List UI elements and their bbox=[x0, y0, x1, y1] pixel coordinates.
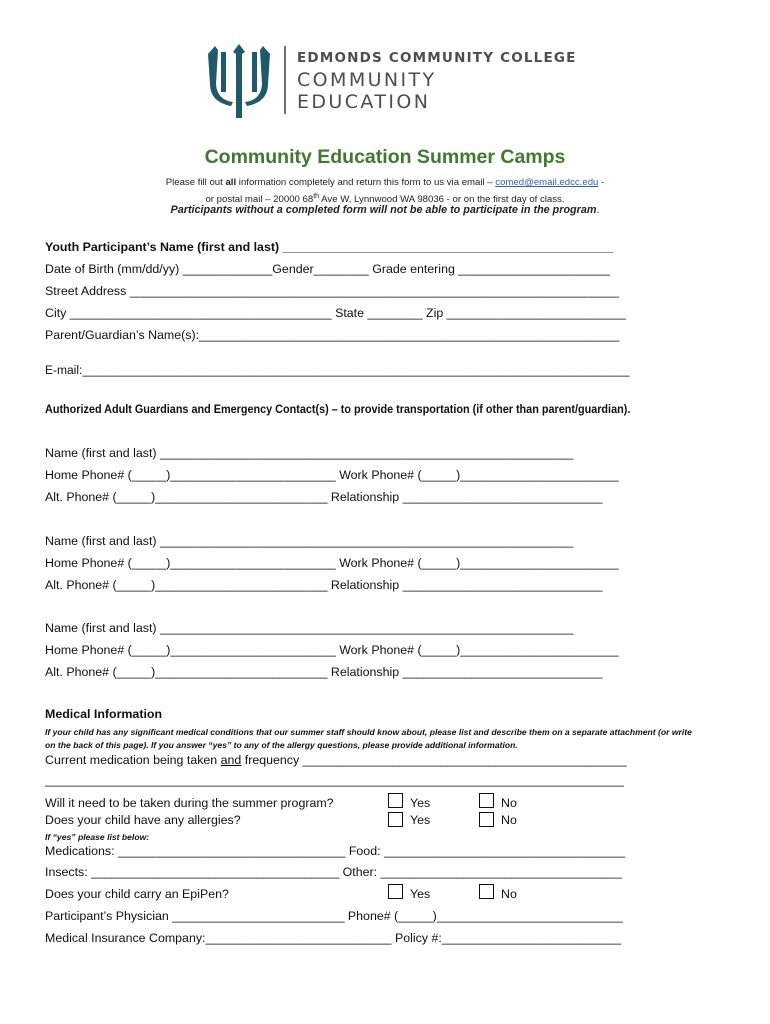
current-medication-field[interactable] bbox=[45, 753, 627, 767]
epipen-yes-checkbox[interactable] bbox=[388, 884, 403, 899]
medical-note bbox=[45, 726, 735, 752]
summer-yes-label: Yes bbox=[410, 796, 431, 810]
allergies-no-checkbox[interactable] bbox=[479, 812, 494, 827]
email-link[interactable]: comed@email.edcc.edu bbox=[495, 177, 599, 188]
college-wordmark bbox=[297, 50, 577, 113]
if-yes-note: If “yes” please list below: bbox=[45, 832, 150, 842]
medical-heading: Medical Information bbox=[45, 707, 163, 721]
summer-no-checkbox[interactable] bbox=[479, 793, 494, 808]
allergies-yes-label: Yes bbox=[410, 813, 431, 827]
intro-all: all bbox=[225, 177, 237, 188]
dob-gender-grade-field[interactable]: Date of Birth (mm/dd/yy) _____________Gender________ Grade entering ______________________ bbox=[45, 262, 610, 276]
intro-post: - bbox=[598, 177, 605, 188]
wordmark-education: EDUCATION bbox=[297, 91, 431, 113]
contact1-name-field[interactable]: Name (first and last) ____________________________________________________________ bbox=[45, 446, 574, 460]
epipen-no-label: No bbox=[501, 887, 517, 901]
contacts-heading: Authorized Adult Guardians and Emergency Contact(s) – to provide transportation (if other than parent/guardian). bbox=[45, 402, 631, 416]
contact3-alt-field[interactable]: Alt. Phone# (_____)_________________________ Relationship _____________________________ bbox=[45, 665, 603, 679]
contact2-phone-field[interactable]: Home Phone# (_____)________________________ Work Phone# (_____)_______________________ bbox=[45, 556, 619, 570]
intro-mid: information completely and return this form to us via email – bbox=[236, 177, 496, 188]
insurance-field[interactable]: Medical Insurance Company:___________________________ Policy #:__________________________ bbox=[45, 931, 621, 945]
intro-address-sup: th bbox=[313, 193, 320, 200]
intro-address-pre: or postal mail – 20000 68 bbox=[205, 194, 314, 206]
wordmark-community: COMMUNITY bbox=[297, 69, 437, 91]
logo-divider bbox=[284, 46, 286, 114]
email-field[interactable]: E-mail:__________________________________________________________________________________ bbox=[45, 363, 630, 377]
insects-other-field[interactable]: Insects: ____________________________________ Other: ___________________________________ bbox=[45, 865, 622, 879]
medication-continued-field[interactable]: ____________________________________________________________________________________ bbox=[45, 773, 624, 787]
current-medication-and: and bbox=[220, 753, 242, 767]
allergies-no-label: No bbox=[501, 813, 517, 827]
contact1-phone-field[interactable]: Home Phone# (_____)________________________ Work Phone# (_____)_______________________ bbox=[45, 468, 619, 482]
participant-name-field[interactable]: Youth Participant’s Name (first and last) ________________________________________________ bbox=[45, 240, 614, 254]
warning-text bbox=[0, 204, 770, 216]
warning-end: . bbox=[596, 204, 600, 216]
parent-guardian-field[interactable]: Parent/Guardian’s Name(s):_____________________________________________________________ bbox=[45, 328, 620, 342]
summer-no-label: No bbox=[501, 796, 517, 810]
street-address-field[interactable]: Street Address _______________________________________________________________________ bbox=[45, 284, 619, 298]
current-medication-post: frequency _______________________________________________ bbox=[241, 753, 627, 767]
epipen-yes-label: Yes bbox=[410, 887, 431, 901]
intro-text bbox=[0, 176, 770, 207]
allergies-yes-checkbox[interactable] bbox=[388, 812, 403, 827]
contact3-phone-field[interactable]: Home Phone# (_____)________________________ Work Phone# (_____)_______________________ bbox=[45, 643, 619, 657]
contact1-alt-field[interactable]: Alt. Phone# (_____)_________________________ Relationship _____________________________ bbox=[45, 490, 603, 504]
physician-field[interactable]: Participant’s Physician _________________________ Phone# (_____)___________________________ bbox=[45, 909, 623, 923]
intro-pre: Please fill out bbox=[165, 177, 226, 188]
contact3-name-field[interactable]: Name (first and last) ____________________________________________________________ bbox=[45, 621, 574, 635]
college-name: EDMONDS COMMUNITY COLLEGE bbox=[297, 50, 577, 66]
current-medication-pre: Current medication being taken bbox=[45, 753, 221, 767]
warning-main: Participants without a completed form will not be able to participate in the program bbox=[170, 204, 597, 216]
contact2-alt-field[interactable]: Alt. Phone# (_____)_________________________ Relationship _____________________________ bbox=[45, 578, 603, 592]
medications-food-field[interactable]: Medications: _________________________________ Food: ___________________________________ bbox=[45, 844, 626, 858]
summer-yes-checkbox[interactable] bbox=[388, 793, 403, 808]
intro-address-post: Ave W, Lynnwood WA 98036 - or on the first day of class. bbox=[319, 194, 565, 206]
epipen-no-checkbox[interactable] bbox=[479, 884, 494, 899]
allergies-question: Does your child have any allergies? bbox=[45, 813, 241, 827]
epipen-question: Does your child carry an EpiPen? bbox=[45, 887, 229, 901]
summer-medication-question: Will it need to be taken during the summer program? bbox=[45, 796, 334, 810]
medical-note-line2: on the back of this page). If you answer “yes” to any of the allergy questions, please provide additional information. bbox=[45, 740, 518, 750]
medical-note-line1: If your child has any significant medical conditions that our summer staff should know about, please list and describe them on a separate attachment (or write bbox=[45, 727, 692, 737]
city-state-zip-field[interactable]: City ______________________________________ State ________ Zip __________________________ bbox=[45, 306, 626, 320]
contact2-name-field[interactable]: Name (first and last) ____________________________________________________________ bbox=[45, 534, 574, 548]
page-title: Community Education Summer Camps bbox=[204, 146, 566, 168]
